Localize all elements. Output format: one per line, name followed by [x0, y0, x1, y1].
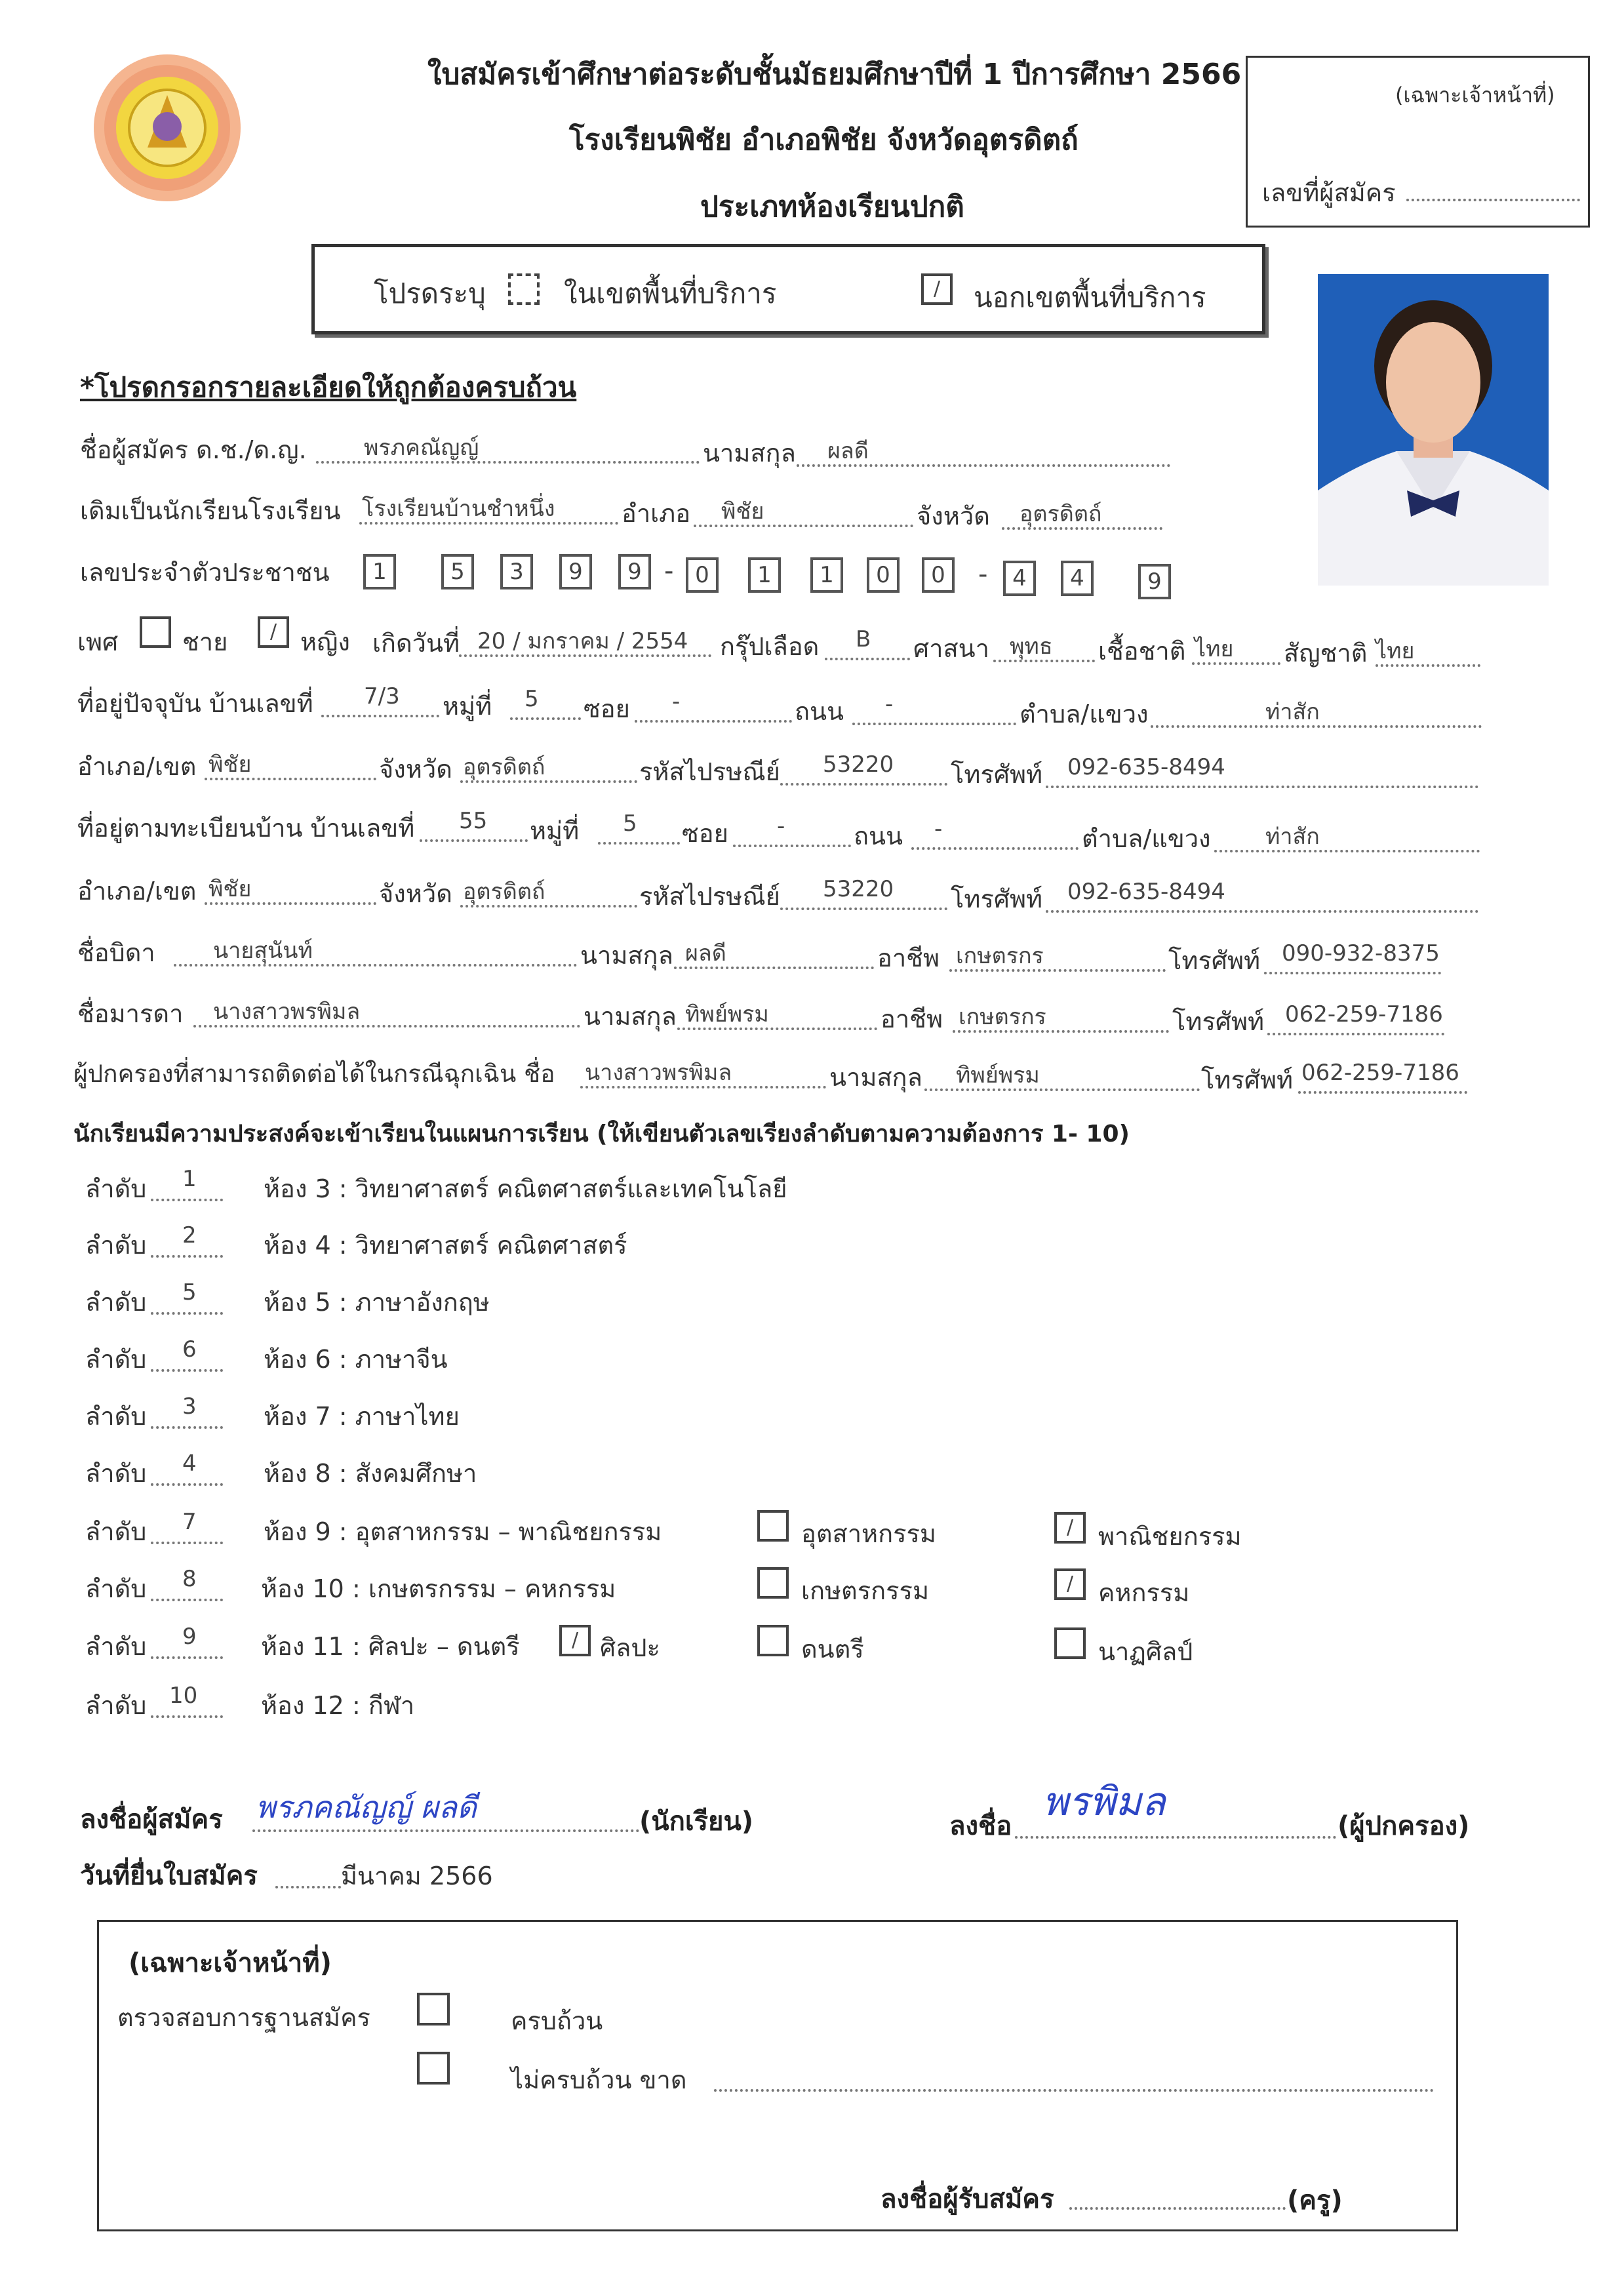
current-house-line[interactable]	[321, 715, 439, 717]
applicant-name-value: พรภคณัญญ์	[364, 435, 479, 461]
complete-checkbox[interactable]	[417, 1993, 450, 2026]
father-phone-value: 090-932-8375	[1282, 940, 1440, 967]
prev-district-label: อำเภอ	[622, 499, 691, 528]
plan-rank-value: 6	[182, 1336, 197, 1363]
in-zone-label: ในเขตพื้นที่บริการ	[564, 277, 777, 309]
current-road-value: -	[885, 691, 894, 717]
music-label: ดนตรี	[801, 1635, 864, 1664]
receiver-sign-label: ลงชื่อผู้รับสมัคร	[881, 2184, 1054, 2214]
current-phone-value: 092-635-8494	[1067, 754, 1225, 780]
registered-province-label: จังหวัด	[379, 879, 452, 908]
school-seal-logo	[85, 49, 249, 207]
plan-order-label: ลำดับ	[85, 1288, 147, 1317]
plan-rank-value: 10	[169, 1683, 198, 1709]
registered-soi-line[interactable]	[733, 845, 851, 847]
current-road-label: ถนน	[795, 697, 844, 726]
plan-room-label: ห้อง 11 : ศิลปะ – ดนตรี	[261, 1632, 520, 1661]
id-digit-10[interactable]: 0	[922, 557, 955, 593]
id-digit-8[interactable]: 1	[810, 557, 843, 593]
guardian-phone-label: โทรศัพท์	[1201, 1066, 1294, 1094]
prev-district-value: พิชัย	[721, 498, 764, 525]
registered-phone-line[interactable]	[1046, 910, 1478, 913]
student-suffix: (นักเรียน)	[639, 1806, 754, 1837]
registered-district-value: พิชัย	[208, 876, 252, 902]
agriculture-label: เกษตรกรรม	[801, 1576, 930, 1605]
id-digit-1[interactable]: 1	[363, 554, 396, 589]
plan-rank-line[interactable]	[151, 1599, 223, 1601]
nationality-value: ไทย	[1376, 638, 1415, 664]
applicant-name-label: ชื่อผู้สมัคร ด.ช./ด.ญ.	[80, 435, 307, 464]
submit-date-value: มีนาคม 2566	[341, 1862, 493, 1890]
plan-rank-line[interactable]	[151, 1656, 223, 1659]
religion-label: ศาสนา	[913, 634, 989, 663]
plan-room-label: ห้อง 4 : วิทยาศาสตร์ คณิตศาสตร์	[264, 1231, 627, 1260]
registered-house-line[interactable]	[420, 839, 528, 842]
registered-postal-line[interactable]	[780, 908, 947, 910]
plan-rank-value: 4	[182, 1450, 197, 1477]
teacher-suffix: (ครู)	[1287, 2185, 1343, 2216]
registered-moo-line[interactable]	[598, 842, 680, 845]
current-postal-line[interactable]	[780, 783, 947, 786]
plan-room-label: ห้อง 9 : อุตสาหกรรม – พาณิชยกรรม	[264, 1517, 662, 1546]
plan-rank-line[interactable]	[151, 1255, 223, 1258]
current-district-label: อำเภอ/เขต	[77, 752, 197, 781]
plan-rank-value: 9	[182, 1624, 197, 1650]
art-checkbox[interactable]: /	[559, 1625, 591, 1656]
plan-room-label: ห้อง 3 : วิทยาศาสตร์ คณิตศาสตร์และเทคโนโลยี	[264, 1174, 787, 1203]
guardian-phone-value: 062-259-7186	[1301, 1060, 1459, 1086]
current-moo-label: หมู่ที่	[443, 692, 492, 721]
agriculture-checkbox[interactable]	[757, 1567, 789, 1599]
current-address-label: ที่อยู่ปัจจุบัน บ้านเลขที่	[77, 689, 313, 718]
id-digit-7[interactable]: 1	[748, 557, 781, 593]
registered-subdistrict-label: ตำบล/แขวง	[1082, 824, 1211, 853]
current-moo-line[interactable]	[510, 717, 581, 720]
commerce-label: พาณิชยกรรม	[1098, 1522, 1242, 1551]
plan-rank-line[interactable]	[151, 1426, 223, 1429]
plan-order-label: ลำดับ	[85, 1231, 147, 1260]
registered-postal-value: 53220	[823, 876, 894, 902]
registered-phone-label: โทรศัพท์	[951, 885, 1043, 913]
plan-order-label: ลำดับ	[85, 1459, 147, 1488]
plan-rank-line[interactable]	[151, 1715, 223, 1718]
mother-surname-label: นามสกุล	[584, 1002, 677, 1031]
music-checkbox[interactable]	[757, 1625, 789, 1656]
male-checkbox[interactable]	[140, 616, 171, 648]
father-surname-value: ผลดี	[685, 940, 726, 967]
registered-address-label: ที่อยู่ตามทะเบียนบ้าน บ้านเลขที่	[77, 814, 415, 843]
plan-order-label: ลำดับ	[85, 1574, 147, 1603]
mother-phone-line[interactable]	[1267, 1033, 1444, 1035]
guardian-signature: พรพิมล	[1042, 1779, 1166, 1825]
registered-road-value: -	[934, 816, 943, 842]
complete-label: ครบถ้วน	[511, 2006, 603, 2035]
guardian-phone-line[interactable]	[1298, 1091, 1467, 1094]
registered-house-value: 55	[459, 808, 488, 834]
nationality-label: สัญชาติ	[1284, 639, 1368, 668]
instruction-text: *โปรดกรอกรายละเอียดให้ถูกต้องครบถ้วน	[80, 371, 577, 403]
mother-surname-value: ทิพย์พรม	[685, 1001, 769, 1028]
officer-bottom-box	[97, 1920, 1458, 2231]
form-title: ใบสมัครเข้าศึกษาต่อระดับชั้นมัธยมศึกษาปีที่ 1 ปีการศึกษา 2566	[427, 58, 1242, 91]
religion-value: พุทธ	[1010, 633, 1053, 660]
plan-order-label: ลำดับ	[85, 1402, 147, 1431]
registered-subdistrict-value: ท่าสัก	[1265, 824, 1320, 850]
id-digit-9[interactable]: 0	[867, 557, 900, 593]
plan-rank-value: 8	[182, 1566, 197, 1592]
plan-room-label: ห้อง 10 : เกษตรกรรม – คหกรรม	[261, 1574, 616, 1603]
id-digit-12[interactable]: 4	[1061, 561, 1094, 596]
gender-label: เพศ	[77, 628, 119, 656]
id-dash-2: -	[978, 559, 988, 589]
mother-name-value: นางสาวพรพิมล	[213, 999, 361, 1025]
prev-province-value: อุตรดิตถ์	[1020, 501, 1102, 527]
guardian-name-value: นางสาวพรพิมล	[585, 1060, 732, 1086]
registered-district-label: อำเภอ/เขต	[77, 877, 197, 906]
applicant-no-label: เลขที่ผู้สมัคร	[1262, 178, 1396, 207]
plan-rank-line[interactable]	[151, 1312, 223, 1315]
plan-rank-value: 3	[182, 1393, 197, 1420]
school-name: โรงเรียนพิชัย อำเภอพิชัย จังหวัดอุตรดิตถ์	[569, 123, 1079, 157]
current-soi-line[interactable]	[635, 720, 792, 723]
father-surname-label: นามสกุล	[580, 941, 673, 970]
registered-soi-label: ซอย	[682, 819, 728, 848]
female-label: หญิง	[300, 628, 350, 656]
current-postal-label: รหัสไปรษณีย์	[639, 757, 780, 786]
plan-room-label: ห้อง 7 : ภาษาไทย	[264, 1402, 460, 1431]
prev-province-label: จังหวัด	[917, 502, 990, 530]
prev-school-label: เดิมเป็นนักเรียนโรงเรียน	[80, 496, 341, 525]
plan-order-label: ลำดับ	[85, 1632, 147, 1661]
plan-order-label: ลำดับ	[85, 1691, 147, 1720]
father-phone-label: โทรศัพท์	[1168, 946, 1261, 975]
mother-phone-value: 062-259-7186	[1285, 1001, 1443, 1028]
room-type: ประเภทห้องเรียนปกติ	[700, 190, 964, 224]
applicant-surname-value: ผลดี	[827, 438, 869, 464]
plan-rank-value: 7	[182, 1509, 197, 1535]
id-digit-11[interactable]: 4	[1003, 561, 1036, 596]
registered-moo-value: 5	[623, 810, 637, 837]
plan-heading: นักเรียนมีความประสงค์จะเข้าเรียนในแผนการเรียน (ให้เขียนตัวเลขเรียงลำดับตามความต้องการ 1- 10)	[73, 1121, 1130, 1148]
id-digit-4[interactable]: 9	[559, 554, 592, 589]
id-dash-1: -	[664, 556, 674, 586]
plan-order-label: ลำดับ	[85, 1345, 147, 1374]
current-soi-value: -	[672, 688, 681, 715]
area-prefix: โปรดระบุ	[374, 277, 486, 309]
father-name-value: นายสุนันท์	[213, 938, 313, 964]
father-label: ชื่อบิดา	[77, 938, 155, 967]
incomplete-label: ไม่ครบถ้วน ขาด	[511, 2066, 687, 2094]
registered-province-value: อุตรดิตถ์	[463, 879, 545, 905]
submit-date-label: วันที่ยื่นใบสมัคร	[80, 1861, 258, 1891]
current-subdistrict-value: ท่าสัก	[1265, 699, 1320, 725]
id-digit-6[interactable]: 0	[686, 557, 719, 593]
current-phone-line[interactable]	[1046, 786, 1478, 788]
plan-rank-value: 5	[182, 1279, 197, 1306]
plan-order-label: ลำดับ	[85, 1517, 147, 1546]
student-photo	[1318, 274, 1549, 586]
plan-rank-value: 2	[182, 1222, 197, 1248]
prev-school-value: โรงเรียนบ้านชำหนึ่ง	[362, 496, 555, 522]
male-label: ชาย	[182, 628, 228, 656]
art-label: ศิลปะ	[600, 1633, 660, 1662]
birth-value: 20 / มกราคม / 2554	[477, 628, 688, 654]
incomplete-checkbox[interactable]	[417, 2052, 450, 2085]
blood-line[interactable]	[825, 658, 910, 660]
current-postal-value: 53220	[823, 751, 894, 778]
guardian-label: ผู้ปกครองที่สามารถติดต่อได้ในกรณีฉุกเฉิน ชื่อ	[73, 1060, 555, 1088]
missing-items-line[interactable]	[714, 2089, 1434, 2092]
registered-subdistrict-line[interactable]	[1214, 850, 1480, 852]
registered-road-label: ถนน	[854, 822, 903, 850]
id-digit-13[interactable]: 9	[1138, 564, 1171, 599]
commerce-checkbox[interactable]: /	[1054, 1512, 1086, 1544]
submit-date-line[interactable]	[275, 1886, 341, 1888]
current-moo-value: 5	[525, 686, 539, 712]
plan-room-label: ห้อง 6 : ภาษาจีน	[264, 1345, 448, 1374]
in-zone-checkbox[interactable]	[508, 273, 540, 305]
home-economics-label: คหกรรม	[1098, 1578, 1190, 1607]
current-house-value: 7/3	[364, 683, 400, 709]
race-label: เชื้อชาติ	[1098, 637, 1186, 666]
applicant-no-line[interactable]	[1406, 199, 1580, 201]
mother-job-value: เกษตรกร	[959, 1004, 1046, 1030]
area-box	[311, 244, 1265, 334]
plan-room-label: ห้อง 5 : ภาษาอังกฤษ	[264, 1288, 490, 1317]
dance-checkbox[interactable]	[1054, 1627, 1086, 1659]
plan-rank-value: 1	[182, 1166, 197, 1192]
plan-room-label: ห้อง 8 : สังคมศึกษา	[264, 1459, 477, 1488]
plan-rank-line[interactable]	[151, 1483, 223, 1486]
female-checkbox[interactable]: /	[258, 616, 289, 648]
id-digit-2[interactable]: 5	[441, 554, 474, 589]
guardian-sign-label: ลงชื่อ	[949, 1811, 1012, 1841]
father-job-label: อาชีพ	[877, 944, 940, 972]
current-district-value: พิชัย	[208, 751, 252, 778]
father-job-value: เกษตรกร	[956, 943, 1044, 969]
check-docs-label: ตรวจสอบการฐานสมัคร	[117, 2003, 370, 2032]
guardian-surname-value: ทิพย์พรม	[956, 1062, 1040, 1088]
guardian-sign-line[interactable]	[1015, 1836, 1336, 1839]
father-phone-line[interactable]	[1264, 972, 1441, 974]
race-value: ไทย	[1195, 636, 1234, 662]
applicant-surname-label: นามสกุล	[703, 439, 796, 468]
out-zone-checkbox[interactable]: /	[921, 273, 953, 305]
registered-soi-value: -	[777, 813, 785, 839]
registered-moo-label: หมู่ที่	[530, 816, 580, 845]
officer-top-box	[1246, 56, 1590, 228]
mother-label: ชื่อมารดา	[77, 999, 184, 1028]
plan-rank-line[interactable]	[151, 1542, 223, 1544]
plan-rank-line[interactable]	[151, 1199, 223, 1201]
current-province-label: จังหวัด	[379, 755, 452, 784]
current-road-line[interactable]	[852, 723, 1016, 725]
current-province-value: อุตรดิตถ์	[463, 754, 545, 780]
current-subdistrict-label: ตำบล/แขวง	[1020, 700, 1149, 728]
current-phone-label: โทรศัพท์	[951, 760, 1043, 789]
applicant-signature: พรภคณัญญ์ ผลดี	[256, 1789, 477, 1825]
plan-order-label: ลำดับ	[85, 1174, 147, 1203]
current-soi-label: ซอย	[584, 694, 630, 723]
officer-top-title: (เฉพาะเจ้าหน้าที่)	[1395, 83, 1555, 108]
industry-checkbox[interactable]	[757, 1510, 789, 1542]
out-zone-label: นอกเขตพื้นที่บริการ	[974, 281, 1206, 313]
national-id-label: เลขประจำตัวประชาชน	[80, 558, 330, 587]
industry-label: อุตสาหกรรม	[801, 1519, 936, 1548]
home-economics-checkbox[interactable]: /	[1054, 1568, 1086, 1600]
plan-room-label: ห้อง 12 : กีฬา	[261, 1691, 415, 1720]
birth-label: เกิดวันที่	[372, 629, 460, 658]
mother-job-label: อาชีพ	[881, 1005, 943, 1033]
blood-label: กรุ๊ปเลือด	[720, 632, 820, 661]
registered-postal-label: รหัสไปรษณีย์	[639, 882, 780, 911]
receiver-sign-line[interactable]	[1069, 2207, 1286, 2210]
id-digit-3[interactable]: 3	[500, 554, 533, 589]
guardian-suffix: (ผู้ปกครอง)	[1337, 1811, 1470, 1841]
registered-phone-value: 092-635-8494	[1067, 879, 1225, 905]
registered-road-line[interactable]	[911, 847, 1079, 850]
id-digit-5[interactable]: 9	[618, 554, 651, 589]
guardian-surname-label: นามสกุล	[829, 1063, 922, 1092]
dance-label: นาฏศิลป์	[1098, 1637, 1193, 1666]
blood-value: B	[856, 626, 871, 652]
plan-rank-line[interactable]	[151, 1369, 223, 1372]
applicant-sign-label: ลงชื่อผู้สมัคร	[80, 1805, 223, 1835]
mother-phone-label: โทรศัพท์	[1172, 1007, 1265, 1036]
officer-bottom-title: (เฉพาะเจ้าหน้าที่)	[129, 1948, 332, 1978]
